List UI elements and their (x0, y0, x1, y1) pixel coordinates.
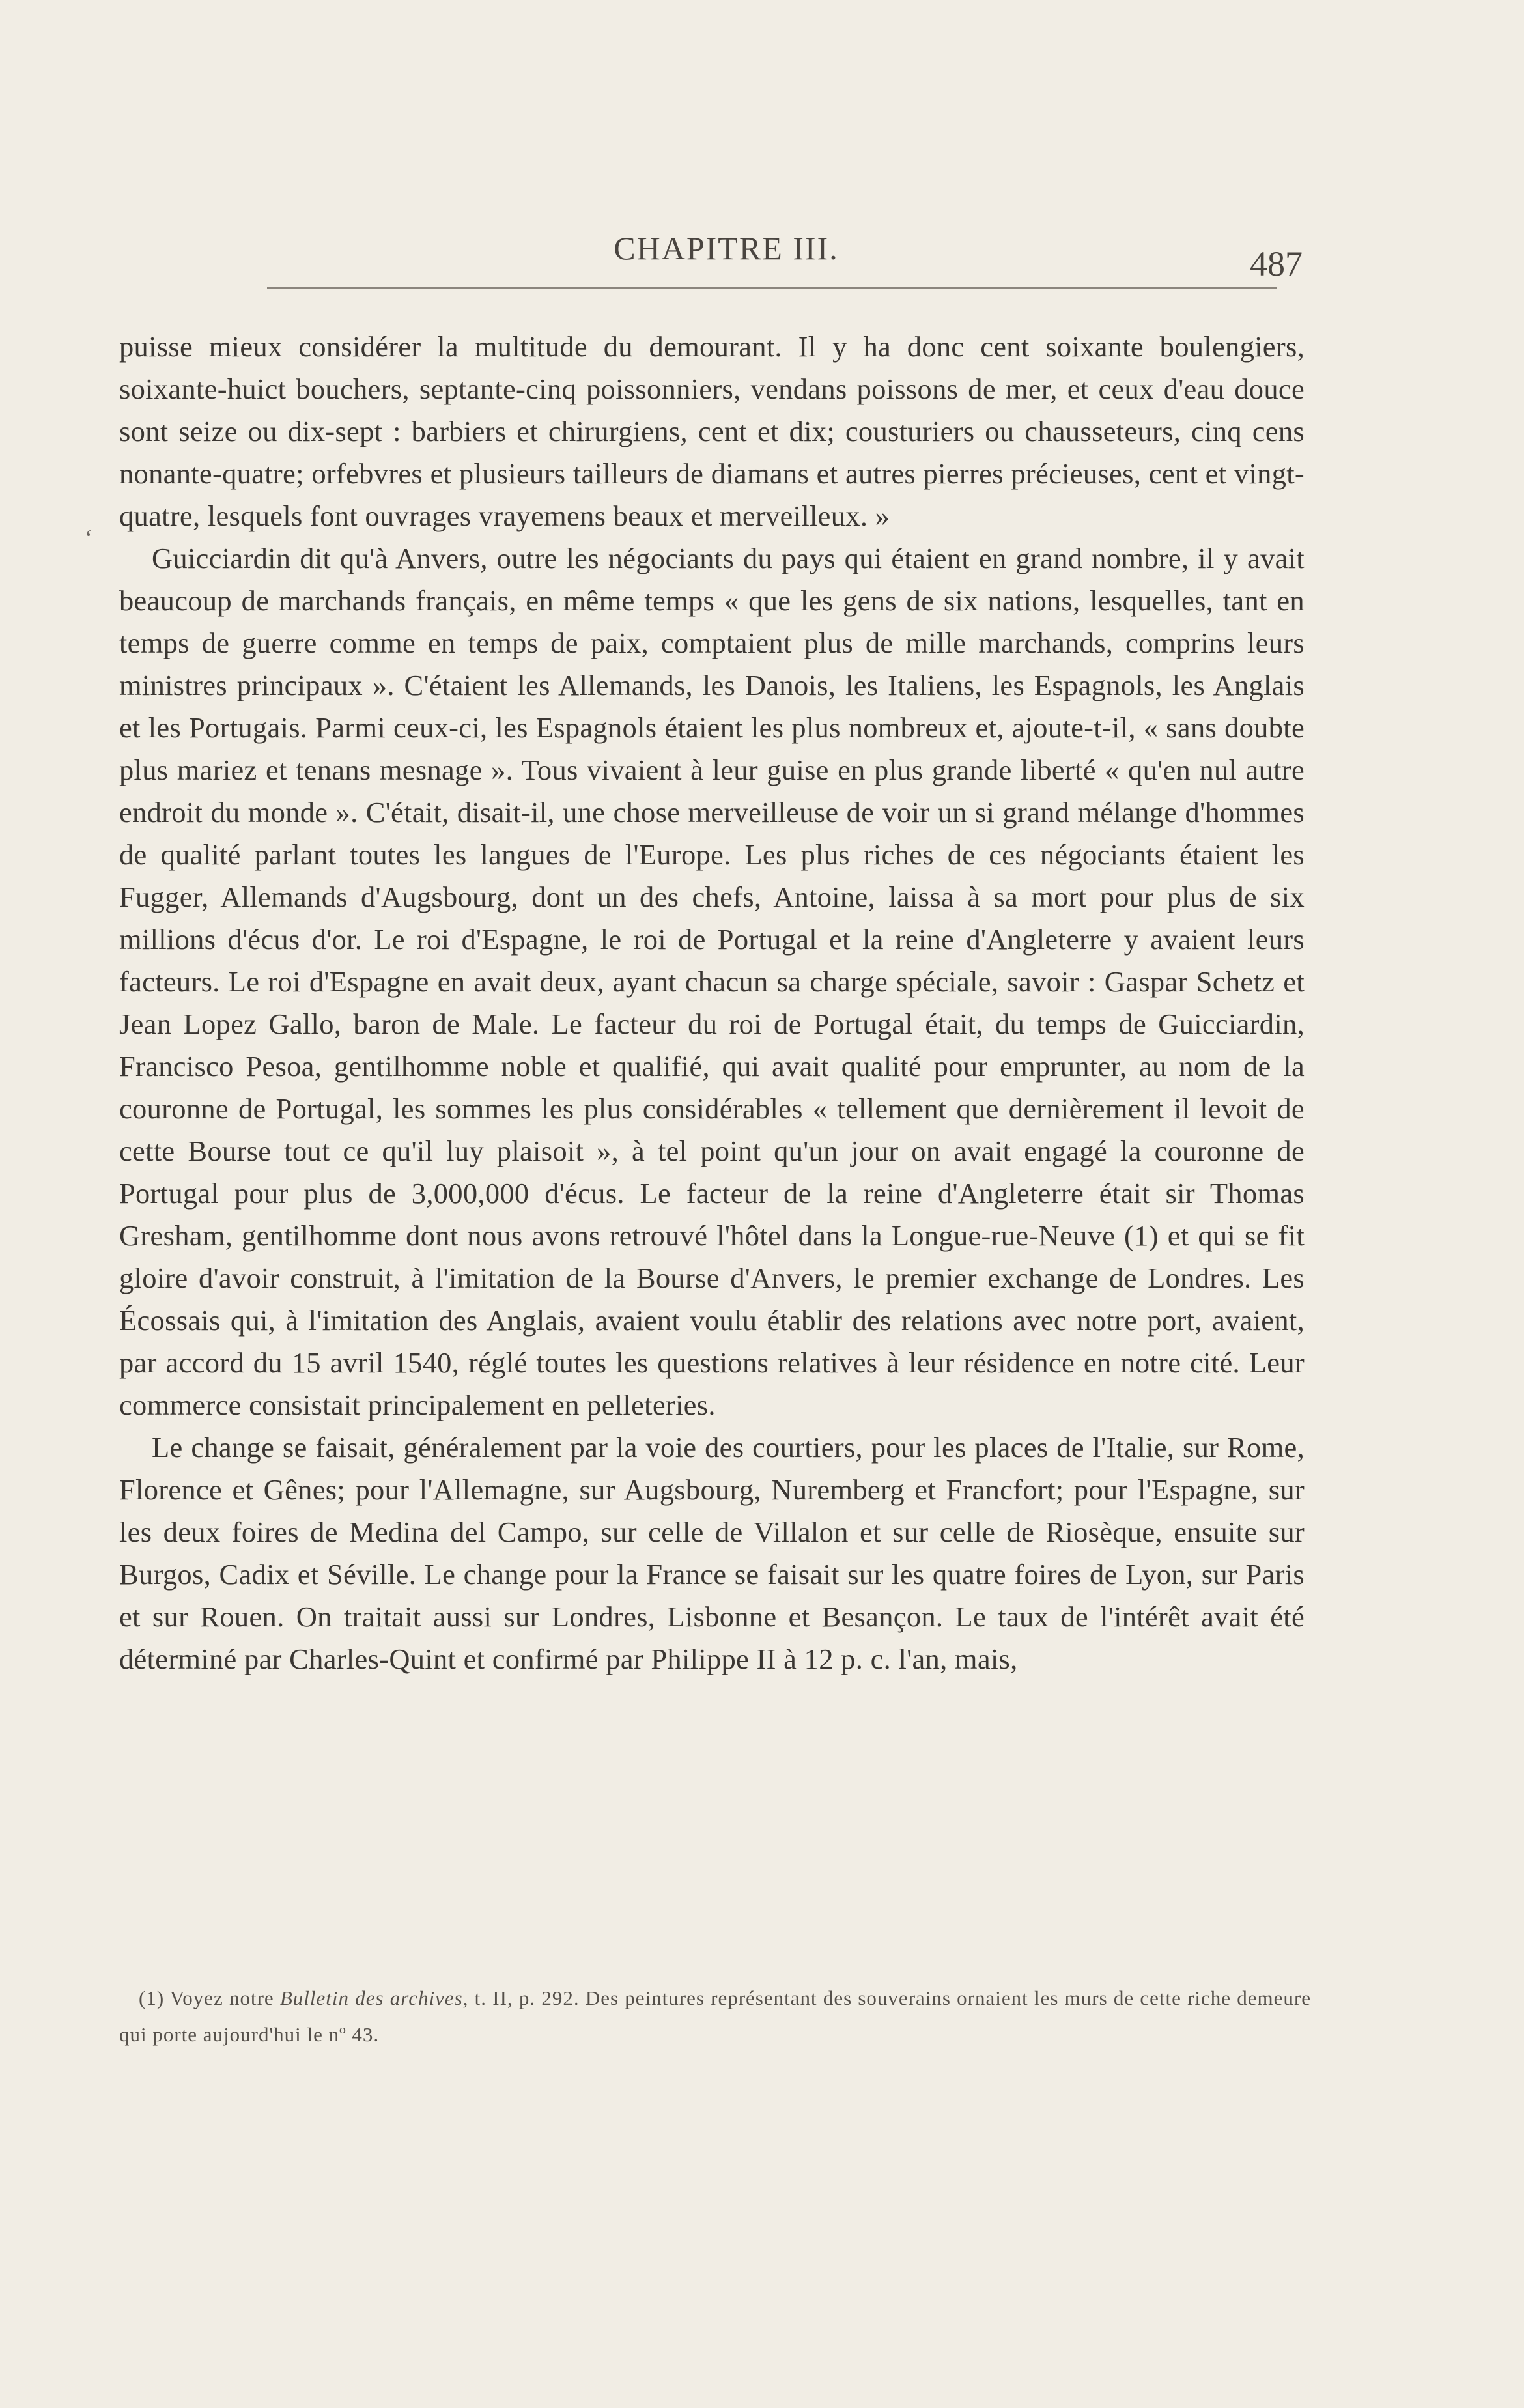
body-text (119, 326, 1305, 1680)
footnote-prefix: (1) Voyez notre (139, 1987, 280, 2009)
paragraph-1: puisse mieux considérer la multitude du demourant. Il y ha donc cent soixante boulengiers, soixante-huict bouchers, septante-cinq poissonniers, vendans poissons de mer, et ceux d'eau douce sont seize ou dix-sept : barbiers et chirurgiens, cent et dix; cousturiers ou chausseteurs, cinq cens nonante-quatre; orfebvres et plusieurs tailleurs de diamans et autres pierres précieuses, cent et vingt-quatre, lesquels font ouvrages vrayemens beaux et merveilleux. » (119, 330, 1305, 532)
footnote-source-title: Bulletin des archives (279, 1987, 463, 2009)
margin-mark: ‘ (85, 525, 92, 551)
page-number: 487 (1250, 244, 1303, 283)
footnote-1 (119, 1980, 1311, 2053)
paragraph-3: Le change se faisait, généralement par la voie des courtiers, pour les places de l'Italie, sur Rome, Florence et Gênes; pour l'Allemagne, sur Augsbourg, Nuremberg et Francfort; pour l'Espagne, sur les deux foires de Medina del Campo, sur celle de Villalon et sur celle de Riosèque, ensuite sur Burgos, Cadix et Séville. Le change pour la France se faisait sur les quatre foires de Lyon, sur Paris et sur Rouen. On traitait aussi sur Londres, Lisbonne et Besançon. Le taux de l'intérêt avait été déterminé par Charles-Quint et confirmé par Philippe II à 12 p. c. l'an, mais, (119, 1431, 1305, 1675)
chapter-title: CHAPITRE III. (614, 230, 839, 266)
paragraph-2: Guicciardin dit qu'à Anvers, outre les négociants du pays qui étaient en grand nombre, il y avait beaucoup de marchands français, en même temps « que les gens de six nations, lesquelles, tant en temps de guerre comme en temps de paix, comptaient plus de mille marchands, comprins leurs ministres principaux ». C'étaient les Allemands, les Danois, les Italiens, les Espagnols, les Anglais et les Portugais. Parmi ceux-ci, les Espagnols étaient les plus nombreux et, ajoute-t-il, « sans doubte plus mariez et tenans mesnage ». Tous vivaient à leur guise en plus grande liberté « qu'en nul autre endroit du monde ». C'était, disait-il, une chose merveilleuse de voir un si grand mélange d'hommes de qualité parlant toutes les langues de l'Europe. Les plus riches de ces négociants étaient les Fugger, Allemands d'Augsbourg, dont un des chefs, Antoine, laissa à sa mort pour plus de six millions d'écus d'or. Le roi d'Espagne, le roi de Portugal et la reine d'Angleterre y avaient leurs facteurs. Le roi d'Espagne en avait deux, ayant chacun sa charge spéciale, savoir : Gaspar Schetz et Jean Lopez Gallo, baron de Male. Le facteur du roi de Portugal était, du temps de Guicciardin, Francisco Pesoa, gentilhomme noble et qualifié, qui avait qualité pour emprunter, au nom de la couronne de Portugal, les sommes les plus considérables « tellement que dernièrement il levoit de cette Bourse tout ce qu'il luy plaisoit », à tel point qu'un jour on avait engagé la couronne de Portugal pour plus de 3,000,000 d'écus. Le facteur de la reine d'Angleterre était sir Thomas Gresham, gentilhomme dont nous avons retrouvé l'hôtel dans la Longue-rue-Neuve (1) et qui se fit gloire d'avoir construit, à l'imitation de la Bourse d'Anvers, le premier exchange de Londres. Les Écossais qui, à l'imitation des Anglais, avaient voulu établir des relations avec notre port, avaient, par accord du 15 avril 1540, réglé toutes les questions relatives à leur résidence en notre cité. Leur commerce consistait principalement en pelleteries. (119, 542, 1305, 1421)
footnotes (119, 1980, 1311, 2053)
header-rule (267, 287, 1277, 289)
footnote-text: , t. II, p. 292. Des peintures représentant des souverains ornaient les murs de cette riche demeure qui porte aujourd'hui le nº 43. (119, 1987, 1311, 2046)
running-head (0, 229, 1524, 281)
